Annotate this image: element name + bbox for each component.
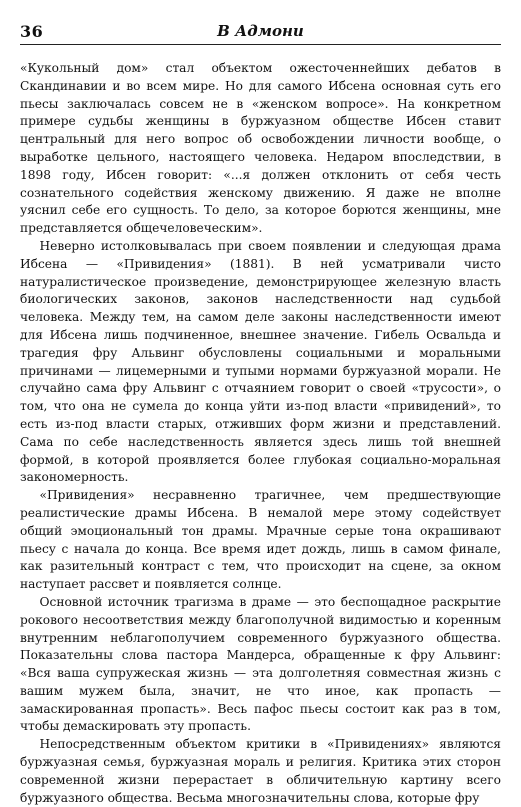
running-head: [20, 20, 501, 45]
paragraph-3: «Привидения» несравненно трагичнее, чем предшествующие реалистические драмы Ибсена. В немалой мере этому содействует общий эмоциональный тон драмы. Мрачные серые тона окрашивают пьесу с начала до конца. Все время идет дождь, лишь в самом финале, как разительный контраст с тем, что происходит на сцене, за окном наступает рассвет и появляется солнце.: [20, 488, 501, 592]
page-number: 36: [20, 22, 44, 41]
paragraph-5: Непосредственным объектом критики в «Привидениях» являются буржуазная семья, буржуазная мораль и религия. Критика этих сторон современной жизни перерастает в обличительную картину всего буржуазного общества. Весьма многозначительны слова, которые фру: [20, 737, 501, 805]
running-title: В Адмони: [217, 22, 304, 40]
book-page: [20, 20, 501, 805]
paragraph-2: Неверно истолковывалась при своем появлении и следующая драма Ибсена — «Привидения» (1881). В ней усматривали чисто натуралистическое произведение, демонстрирующее железную власть биологических законов, законов наследственности над судьбой человека. Между тем, на самом деле законы наследственности имеют для Ибсена лишь подчиненное, внешнее значение. Гибель Освальда и трагедия фру Альвинг обусловлены социальными и моральными причинами — лицемерными и тупыми нормами буржуазной морали. Не случайно сама фру Альвинг с отчаянием говорит о своей «трусости», о том, что она не сумела до конца уйти из-под власти «привидений», то есть из-под власти старых, отживших форм жизни и представлений. Сама по себе наследственность является здесь лишь той внешней формой, в которой проявляется более глубокая социально-моральная закономерность.: [20, 238, 501, 485]
text-body: [20, 60, 501, 807]
paragraph-4: Основной источник трагизма в драме — это беспощадное раскрытие рокового несоответствия между благополучной видимостью и коренным внутренним неблагополучием современного буржуазного общества. Показательны слова пастора Мандерса, обращенные к фру Альвинг: «Вся ваша супружеская жизнь — эта долголетняя совместная жизнь с вашим мужем была, значит, не что иное, как пропасть — замаскированная пропасть». Весь пафос пьесы состоит как раз в том, чтобы демаскировать эту пропасть.: [20, 594, 501, 734]
paragraph-1: «Кукольный дом» стал объектом ожесточеннейших дебатов в Скандинавии и во всем мире. Но для самого Ибсена основная суть его пьесы заключалась совсем не в «женском вопросе». На конкретном примере судьбы женщины в буржуазном обществе Ибсен ставит центральный для него вопрос об освобождении личности вообще, о выработке цельного, настоящего человека. Недаром впоследствии, в 1898 году, Ибсен говорит: «...я должен отклонить от себя честь сознательного содействия женскому движению. Я даже не вполне уяснил себе его сущность. То дело, за которое борются женщины, мне представляется общечеловеческим».: [20, 61, 501, 236]
